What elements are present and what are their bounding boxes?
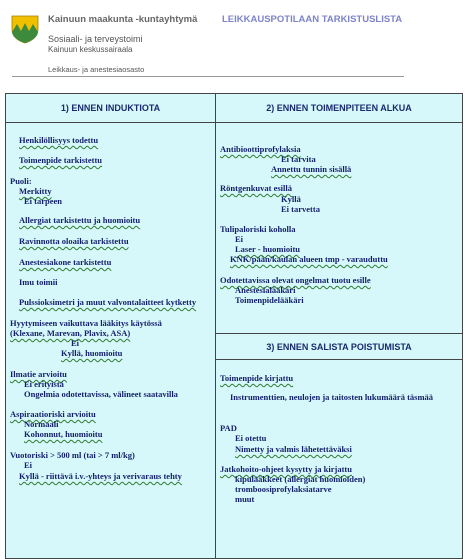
hospital-name: Kainuun keskussairaala: [48, 45, 133, 54]
check-item: Henkilöllisyys todettu: [19, 135, 99, 145]
check-option: Ei tarvita: [281, 154, 316, 164]
check-item: Toimenpide tarkistettu: [19, 155, 103, 165]
document-title: LEIKKAUSPOTILAAN TARKISTUSLISTA: [222, 14, 403, 25]
check-option: Nimetty ja valmis lähetettäväksi: [235, 444, 352, 454]
check-option: Toimenpidelääkäri: [235, 295, 304, 305]
check-option: Kyllä, huomioitu: [61, 348, 123, 358]
column-header-induction: 1) ENNEN INDUKTIOTA: [60, 103, 161, 113]
check-item-heading: Aspiraatioriski arvioitu: [10, 409, 96, 419]
check-item-heading: (Klexane, Marevan, Plavix, ASA): [10, 328, 131, 338]
unit-name: Sosiaali- ja terveystoimi: [48, 34, 143, 44]
check-option: kipulääkkeet (allergiat huomioiden): [235, 474, 366, 484]
check-option: Kyllä: [281, 194, 301, 204]
check-option: Normaali: [24, 419, 59, 429]
check-item-heading: Puoli:: [10, 176, 32, 186]
check-option: muut: [235, 494, 255, 504]
check-option: Ei: [235, 234, 244, 244]
check-option: Ongelmia odotettavissa, välineet saatavilla: [24, 389, 178, 399]
check-item-heading: Antibioottiprofylaksia: [220, 144, 301, 154]
check-option: Kyllä - riittävä i.v.-yhteys ja verivaraus tehty: [19, 471, 182, 481]
check-option: Ei tarpeen: [24, 196, 63, 206]
check-item-heading: Tulipaloriski koholla: [220, 224, 296, 234]
check-item-heading: PAD: [220, 423, 237, 433]
organization-name: Kainuun maakunta -kuntayhtymä: [48, 14, 198, 25]
column-header-before-leaving: 3) ENNEN SALISTA POISTUMISTA: [266, 342, 412, 352]
check-option: tromboosiprofylaksiatarve: [235, 484, 332, 494]
check-item-heading: Ilmatie arvioitu: [10, 369, 67, 379]
check-item: Instrumenttien, neulojen ja taitosten lukumäärä täsmää: [230, 392, 434, 402]
section-divider-top: [215, 333, 462, 334]
header-row-divider: [6, 122, 462, 123]
check-item-heading: Röntgenkuvat esillä: [220, 183, 293, 193]
check-item: Ravinnotta oloaika tarkistettu: [19, 236, 129, 246]
check-option: KNK/pään/kaulan alueen tmp - varauduttu: [230, 254, 388, 264]
check-option: Ei: [24, 460, 33, 470]
check-option: Ei tarvetta: [281, 204, 320, 214]
check-item-heading: Vuotoriski > 500 ml (tai > 7 ml/kg): [10, 450, 135, 460]
header-divider: [12, 76, 404, 77]
check-item: Anestesiakone tarkistettu: [19, 257, 112, 267]
check-option: Annettu tunnin sisällä: [271, 164, 352, 174]
check-item-heading: Hyytymiseen vaikuttava lääkitys käytössä: [10, 318, 162, 328]
section-divider-bottom: [215, 359, 462, 360]
check-option: Ei otettu: [235, 433, 267, 443]
column-header-before-procedure: 2) ENNEN TOIMENPITEEN ALKUA: [266, 103, 412, 113]
department-name: Leikkaus- ja anestesiaosasto: [48, 65, 145, 74]
check-item: Allergiat tarkistettu ja huomioitu: [19, 215, 141, 225]
check-option: Ei erityistä: [24, 379, 64, 389]
check-item: Pulssioksimetri ja muut valvontalaitteet kytketty: [19, 297, 197, 307]
check-option: Merkitty: [19, 186, 52, 196]
check-option: Ei: [71, 338, 80, 348]
check-option: Laser - huomioitu: [235, 244, 301, 254]
check-option: Kohonnut, huomioitu: [24, 429, 103, 439]
check-item: Imu toimii: [19, 277, 58, 287]
check-item: Toimenpide kirjattu: [220, 373, 294, 383]
column-divider: [215, 94, 216, 558]
check-option: Anestesialääkäri: [235, 285, 296, 295]
kainuu-shield-logo: [10, 14, 40, 44]
check-item-heading: Jatkohoito-ohjeet kysytty ja kirjattu: [220, 464, 352, 474]
checklist-table: [5, 93, 463, 559]
check-item-heading: Odotettavissa olevat ongelmat tuotu esille: [220, 275, 371, 285]
